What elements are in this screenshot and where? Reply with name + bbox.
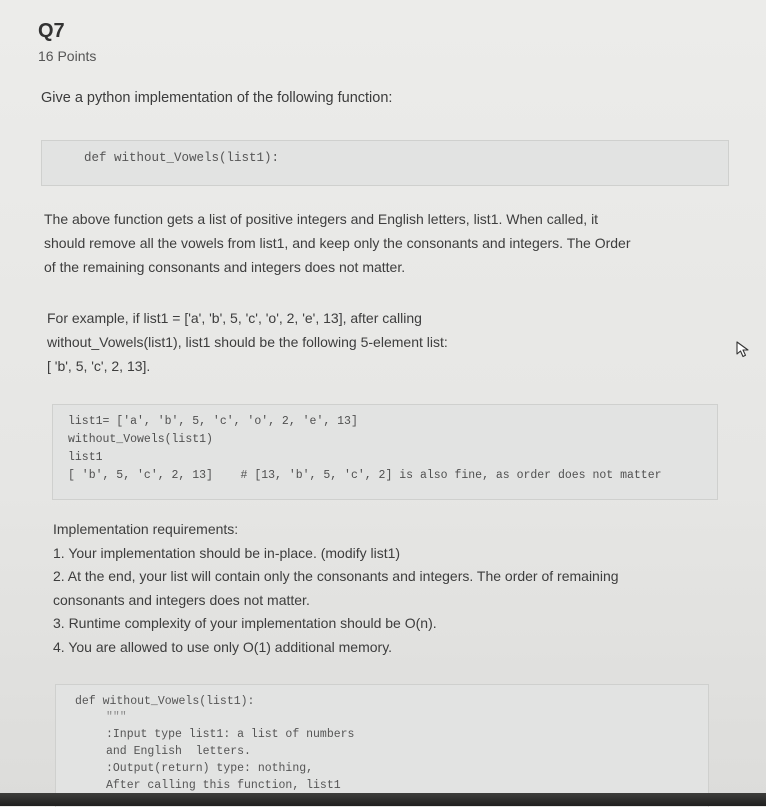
starter-code-line: :Input type list1: a list of numbers	[106, 728, 355, 741]
signature-code-block	[41, 140, 729, 186]
example-code-line: [ 'b', 5, 'c', 2, 13] # [13, 'b', 5, 'c', 2] is also fine, as order does not matter	[68, 469, 662, 482]
example-line: For example, if list1 = ['a', 'b', 5, 'c', 'o', 2, 'e', 13], after calling	[47, 310, 422, 326]
example-line: [ 'b', 5, 'c', 2, 13].	[47, 358, 151, 374]
description-line: The above function gets a list of positive integers and English letters, list1. When called, it	[44, 211, 599, 227]
description-line: of the remaining consonants and integers does not matter.	[44, 259, 406, 275]
screen-bottom-edge	[0, 793, 766, 806]
starter-code-line: and English letters.	[106, 745, 251, 758]
example-code-block	[52, 404, 718, 500]
example-code-line: list1= ['a', 'b', 5, 'c', 'o', 2, 'e', 13]	[68, 415, 358, 428]
requirement-item: 4. You are allowed to use only O(1) additional memory.	[53, 638, 393, 655]
requirement-item: 1. Your implementation should be in-place. (modify list1)	[53, 544, 401, 561]
question-number: Q7	[38, 20, 65, 42]
requirement-item: 3. Runtime complexity of your implementation should be O(n).	[53, 615, 437, 631]
starter-code-line: def without_Vowels(list1):	[75, 695, 255, 708]
requirements-heading: Implementation requirements:	[53, 521, 239, 537]
requirement-item: consonants and integers does not matter.	[53, 591, 310, 608]
starter-code-editor[interactable]	[55, 684, 709, 807]
signature-code-line: def without_Vowels(list1):	[84, 151, 280, 165]
starter-code-line: :Output(return) type: nothing,	[106, 762, 314, 775]
example-line: without_Vowels(list1), list1 should be the following 5-element list:	[47, 334, 448, 350]
starter-code-line: """	[106, 711, 127, 724]
question-points: 16 Points	[38, 48, 97, 64]
mouse-pointer-icon	[735, 340, 753, 358]
example-paragraph	[47, 306, 727, 378]
example-code-line: without_Vowels(list1)	[68, 433, 213, 446]
description-paragraph	[44, 207, 734, 279]
example-code-line: list1	[68, 451, 103, 464]
question-prompt: Give a python implementation of the following function:	[41, 90, 393, 106]
requirement-item: 2. At the end, your list will contain only the consonants and integers. The order of remaining	[53, 568, 619, 584]
starter-code-line: After calling this function, list1	[106, 779, 341, 792]
description-line: should remove all the vowels from list1, and keep only the consonants and integers. The Order	[44, 235, 631, 251]
requirements-list	[53, 518, 733, 659]
